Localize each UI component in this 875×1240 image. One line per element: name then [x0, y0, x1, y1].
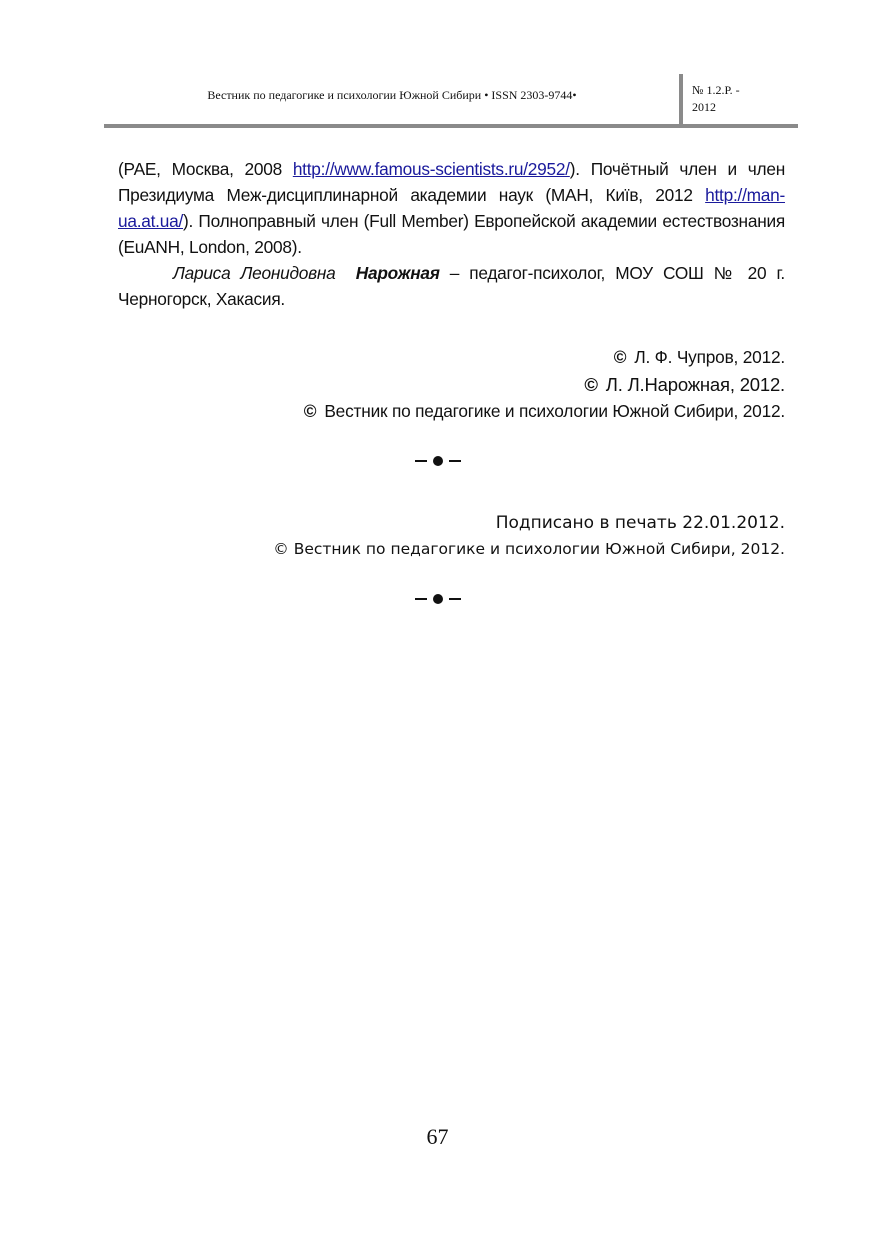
bio-text-2: ). Почётный член и член Президиума Меж-дисциплинарной академии наук (МАН, Київ, 2012 — [118, 159, 785, 205]
man-ua-link[interactable]: http://man-ua.at.ua/ — [118, 185, 785, 231]
separator-dash — [449, 598, 461, 600]
header-rule — [104, 124, 798, 128]
separator-dash — [415, 460, 427, 462]
coauthor-description: – педагог-психолог, МОУ СОШ № 20 г. Черногорск, Хакасия. — [118, 263, 785, 309]
section-separator — [0, 452, 875, 469]
coauthor-name: Лариса Леонидовна — [173, 263, 336, 283]
section-separator — [0, 590, 875, 607]
header-divider-vertical — [679, 74, 683, 126]
bio-text-1: (РАЕ, Москва, 2008 — [118, 159, 293, 179]
page-header — [104, 74, 798, 128]
famous-scientists-link[interactable]: http://www.famous-scientists.ru/2952/ — [292, 159, 570, 179]
copyright-block — [304, 344, 785, 425]
separator-dot-icon — [433, 456, 443, 466]
copyright-line — [304, 371, 785, 398]
copyright-line — [304, 398, 785, 425]
issue-info — [692, 82, 792, 116]
coauthor-surname: Нарожная — [355, 263, 440, 283]
copyright-icon: © — [584, 374, 598, 395]
bio-text-3: ). Полноправный член (Full Member) Европейской академии естествознания (EuANH, London, 2008). — [118, 211, 785, 257]
copyright-text: Вестник по педагогике и психологии Южной Сибири, 2012. — [324, 401, 785, 421]
print-signed-block — [273, 510, 785, 562]
copyright-icon: © — [613, 347, 627, 367]
copyright-text: Л. Ф. Чупров, 2012. — [634, 347, 785, 367]
separator-dash — [449, 460, 461, 462]
journal-title: Вестник по педагогике и психологии Южной Сибири • ISSN 2303-9744• — [207, 88, 577, 102]
issue-year: 2012 — [692, 100, 716, 114]
coauthor-paragraph — [118, 260, 785, 312]
issue-number: № 1.2.Р. - — [692, 83, 740, 97]
separator-dash — [415, 598, 427, 600]
copyright-icon: © — [303, 401, 317, 421]
signed-date: Подписано в печать 22.01.2012. — [495, 513, 785, 533]
author-bio-paragraph — [118, 156, 785, 260]
article-body — [118, 156, 785, 312]
copyright-line — [304, 344, 785, 371]
copyright-text: Л. Л.Нарожная, 2012. — [605, 374, 785, 395]
separator-dot-icon — [433, 594, 443, 604]
page-number: 67 — [426, 1124, 449, 1149]
signed-copyright: © Вестник по педагогике и психологии Южной Сибири, 2012. — [273, 540, 785, 558]
